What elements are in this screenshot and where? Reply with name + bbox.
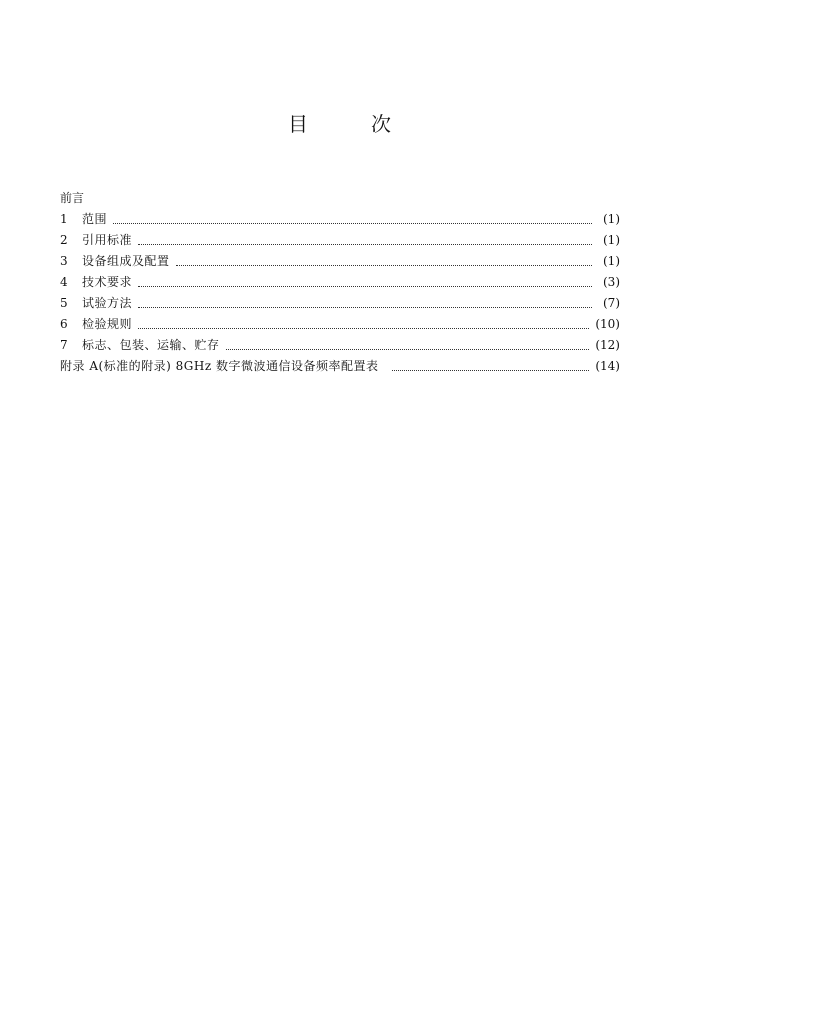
- table-of-contents: [60, 188, 620, 377]
- toc-leader-dots: [113, 222, 592, 224]
- toc-item-inspection[interactable]: [60, 314, 620, 335]
- toc-item-number: 6: [60, 317, 68, 331]
- toc-item-page: (14): [595, 359, 620, 373]
- toc-item-number: 5: [60, 296, 68, 310]
- toc-leader-dots: [226, 348, 590, 350]
- toc-leader-dots: [392, 369, 589, 371]
- toc-item-label: 设备组成及配置: [82, 254, 170, 268]
- toc-leader-dots: [176, 264, 592, 266]
- toc-item-label: 试验方法: [82, 296, 133, 310]
- toc-item-label: 附录 A(标准的附录) 8GHz 数字微波通信设备频率配置表: [60, 359, 379, 373]
- toc-item-number: 3: [60, 254, 68, 268]
- toc-item-references[interactable]: [60, 230, 620, 251]
- toc-item-page: (12): [595, 338, 620, 352]
- toc-item-appendix-a[interactable]: [60, 356, 620, 377]
- toc-preface-link[interactable]: 前言: [60, 191, 85, 205]
- title-char-ci: 次: [371, 112, 391, 136]
- toc-item-label: 检验规则: [82, 317, 133, 331]
- toc-item-label: 标志、包装、运输、贮存: [82, 338, 220, 352]
- toc-item-page: (1): [603, 233, 620, 247]
- title-char-mu: 目: [288, 112, 308, 136]
- toc-item-test-methods[interactable]: [60, 293, 620, 314]
- toc-item-label: 范围: [82, 212, 108, 226]
- toc-item-page: (10): [595, 317, 620, 331]
- page-title: [0, 110, 815, 140]
- toc-item-scope[interactable]: [60, 209, 620, 230]
- toc-item-requirements[interactable]: [60, 272, 620, 293]
- toc-leader-dots: [138, 306, 592, 308]
- toc-item-page: (3): [603, 275, 620, 289]
- toc-item-number: 1: [60, 212, 68, 226]
- toc-item-label: 引用标准: [82, 233, 133, 247]
- toc-item-number: 7: [60, 338, 68, 352]
- toc-item-number: 4: [60, 275, 68, 289]
- toc-leader-dots: [138, 285, 592, 287]
- toc-leader-dots: [138, 327, 589, 329]
- toc-item-number: 2: [60, 233, 68, 247]
- toc-item-label: 技术要求: [82, 275, 133, 289]
- toc-leader-dots: [138, 243, 592, 245]
- toc-item-page: (7): [603, 296, 620, 310]
- toc-item-page: (1): [603, 254, 620, 268]
- toc-item-page: (1): [603, 212, 620, 226]
- toc-item-equipment[interactable]: [60, 251, 620, 272]
- toc-item-marking[interactable]: [60, 335, 620, 356]
